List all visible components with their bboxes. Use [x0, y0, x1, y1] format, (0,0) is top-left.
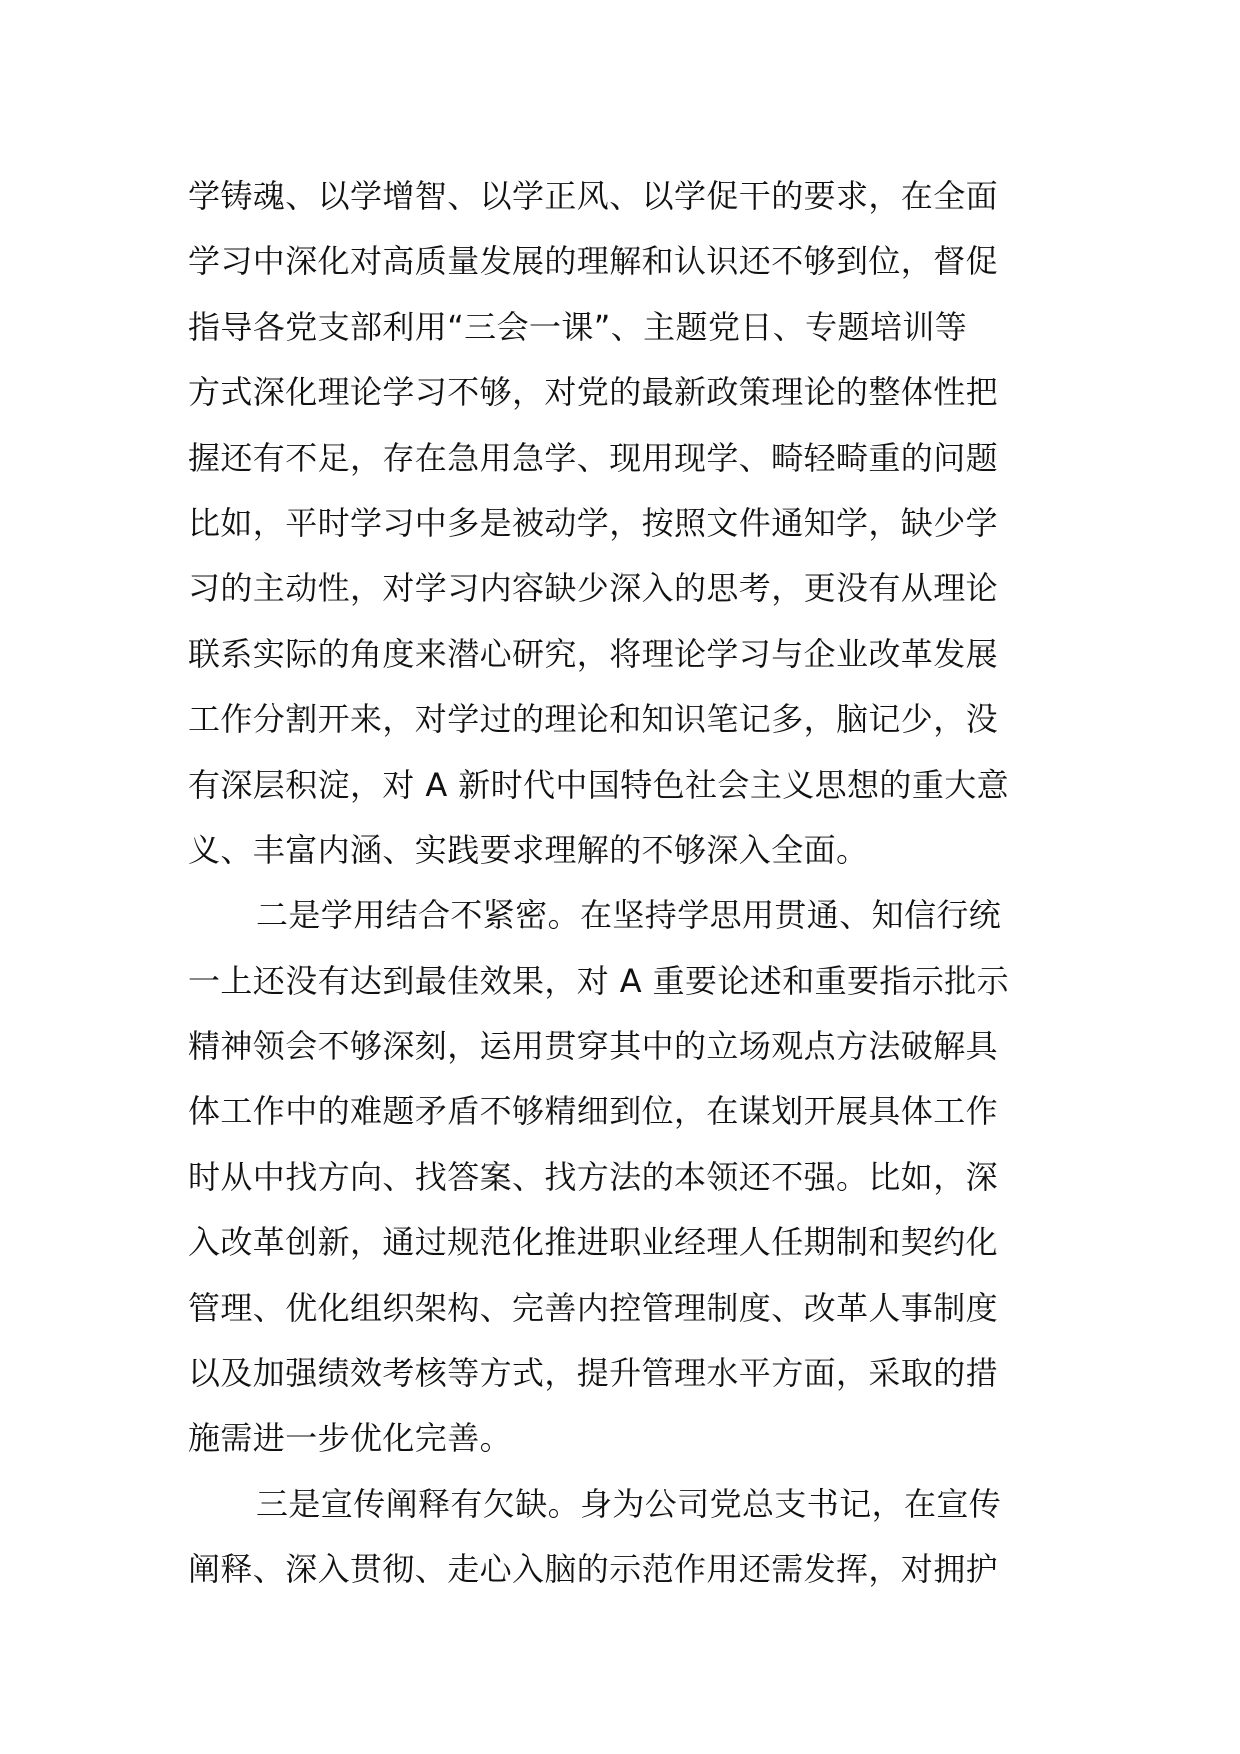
text-line: 有深层积淀，对 A 新时代中国特色社会主义思想的重大意: [188, 765, 1010, 804]
text-line: 方式深化理论学习不够，对党的最新政策理论的整体性把: [188, 373, 999, 412]
body-text: [188, 164, 1054, 1603]
text-line: 学习中深化对高质量发展的理解和认识还不够到位，督促: [188, 242, 999, 281]
text-line: 比如，平时学习中多是被动学，按照文件通知学，缺少学: [188, 503, 999, 542]
text-line: 体工作中的难题矛盾不够精细到位，在谋划开展具体工作: [188, 1092, 999, 1131]
text-line: 阐释、深入贯彻、走心入脑的示范作用还需发挥，对拥护: [188, 1550, 999, 1589]
text-line: 学铸魂、以学增智、以学正风、以学促干的要求，在全面: [188, 177, 999, 215]
text-line: 义、丰富内涵、实践要求理解的不够深入全面。: [188, 830, 869, 869]
text-line: 指导各党支部利用“三会一课”、主题党日、专题培训等: [188, 307, 968, 346]
paragraph-first-line: 三是宣传阐释有欠缺。身为公司党总支书记，在宣传: [256, 1484, 1002, 1523]
text-line: 时从中找方向、找答案、找方法的本领还不强。比如，深: [188, 1157, 999, 1196]
text-line: 以及加强绩效考核等方式，提升管理水平方面，采取的措: [188, 1354, 999, 1393]
text-line: 入改革创新，通过规范化推进职业经理人任期制和契约化: [188, 1223, 999, 1262]
text-line: 握还有不足，存在急用急学、现用现学、畸轻畸重的问题: [188, 438, 999, 477]
text-line: 联系实际的角度来潜心研究，将理论学习与企业改革发展: [188, 634, 999, 673]
paragraph-first-line: 二是学用结合不紧密。在坚持学思用贯通、知信行统: [256, 896, 1002, 935]
text-line: 精神领会不够深刻，运用贯穿其中的立场观点方法破解具: [188, 1027, 999, 1066]
text-line: 工作分割开来，对学过的理论和知识笔记多，脑记少，没: [188, 700, 999, 739]
text-line: 习的主动性，对学习内容缺少深入的思考，更没有从理论: [188, 569, 999, 608]
text-line: 施需进一步优化完善。: [188, 1419, 513, 1458]
text-line: 管理、优化组织架构、完善内控管理制度、改革人事制度: [188, 1288, 999, 1327]
text-line: 一上还没有达到最佳效果，对 A 重要论述和重要指示批示: [188, 961, 1010, 1000]
